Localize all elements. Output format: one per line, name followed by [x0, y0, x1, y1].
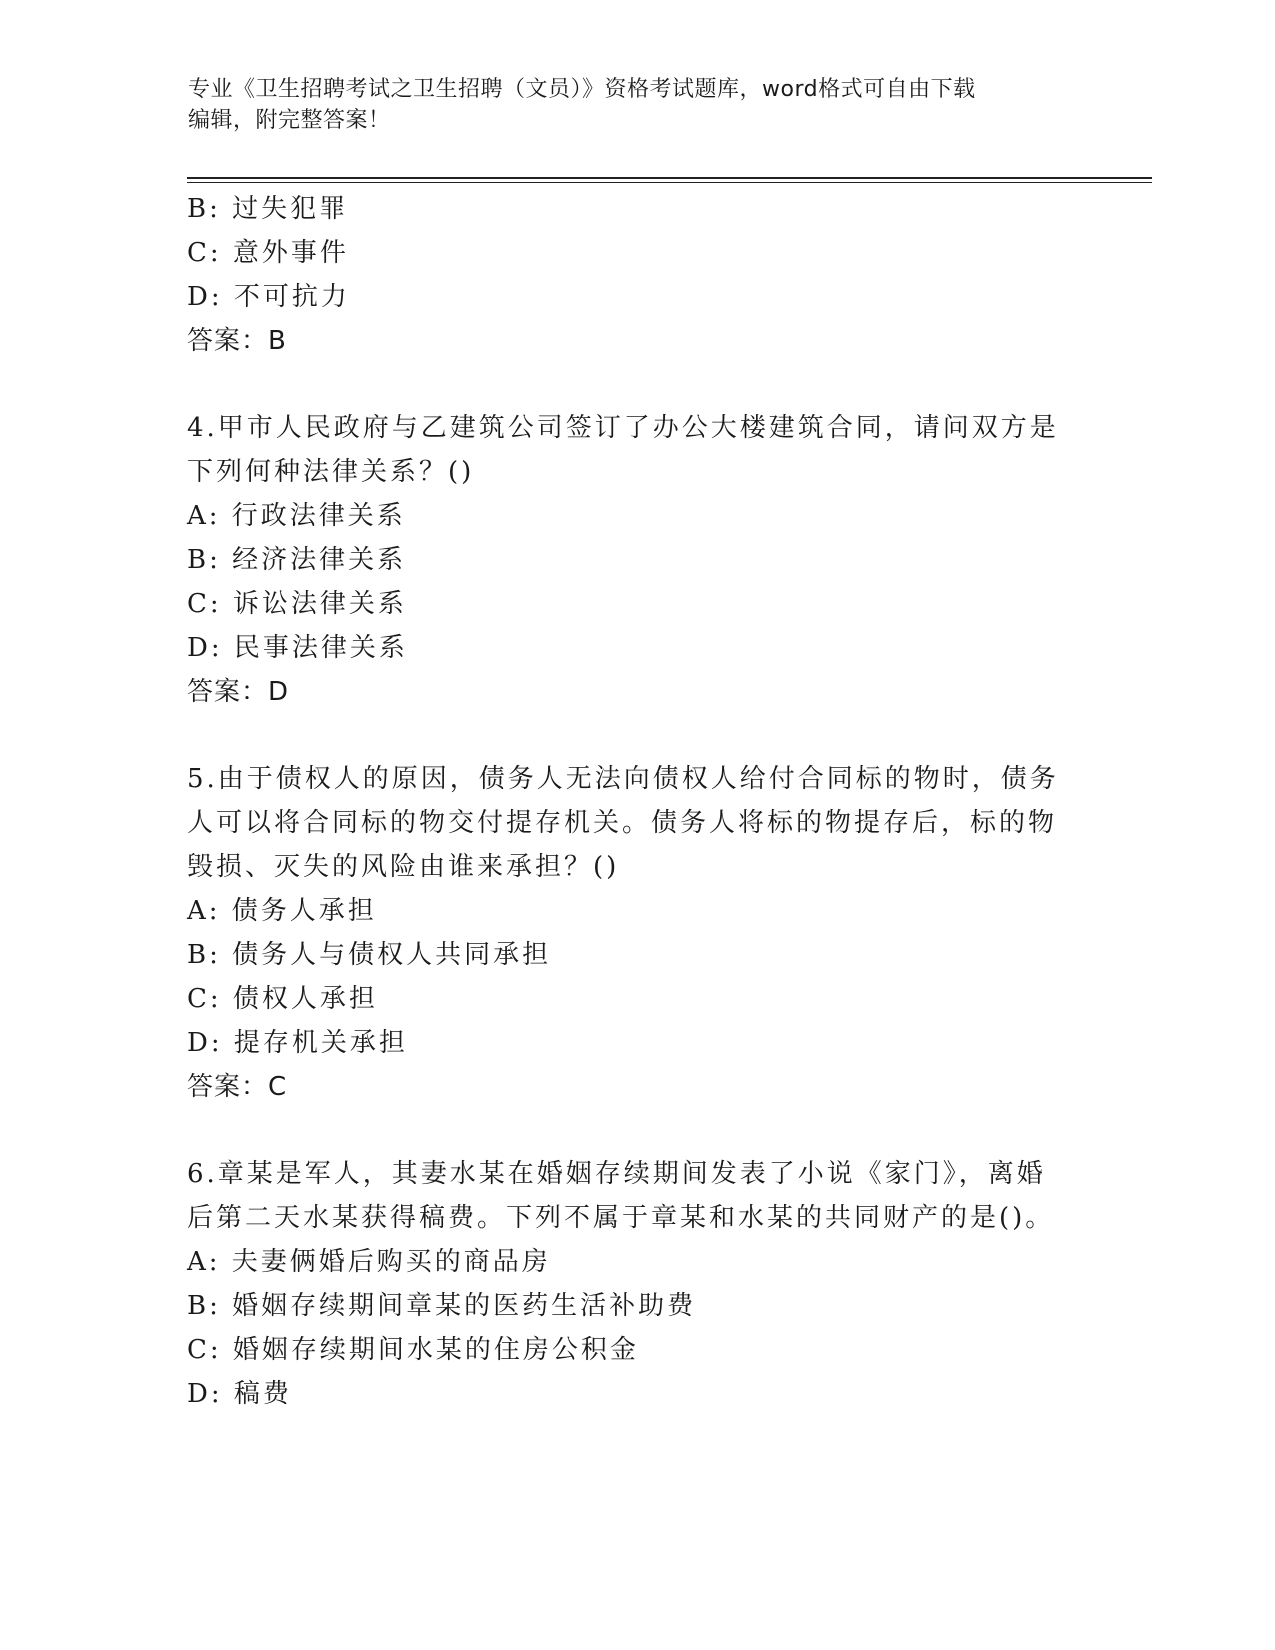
q4-option-b: B: 经济法律关系	[187, 545, 407, 575]
q5-option-a: A: 债务人承担	[187, 896, 377, 926]
q5-stem-line-2: 人可以将合同标的物交付提存机关。债务人将标的物提存后，标的物	[187, 808, 1058, 838]
q3-option-c: C: 意外事件	[187, 238, 349, 268]
header-divider-thick	[187, 177, 1152, 179]
q6-option-a: A: 夫妻俩婚后购买的商品房	[187, 1247, 551, 1277]
q4-stem-line-1: 4.甲市人民政府与乙建筑公司签订了办公大楼建筑合同，请问双方是	[187, 413, 1059, 443]
q6-option-d: D: 稿费	[187, 1379, 292, 1409]
q6-stem-line-1: 6.章某是军人，其妻水某在婚姻存续期间发表了小说《家门》，离婚	[187, 1159, 1046, 1189]
q5-stem-line-3: 毁损、灭失的风险由谁来承担？()	[187, 852, 620, 882]
q4-option-d: D: 民事法律关系	[187, 633, 408, 663]
q4-option-a: A: 行政法律关系	[187, 501, 406, 531]
header-line-1: 专业《卫生招聘考试之卫生招聘（文员）》资格考试题库，word格式可自由下载	[188, 77, 976, 102]
q5-answer: 答案：C	[187, 1072, 288, 1102]
q5-stem-line-1: 5.由于债权人的原因，债务人无法向债权人给付合同标的物时，债务	[187, 764, 1059, 794]
header-text	[188, 74, 1088, 136]
q5-option-b: B: 债务人与债权人共同承担	[187, 940, 552, 970]
header-divider-thin	[187, 182, 1152, 183]
q6-stem-line-2: 后第二天水某获得稿费。下列不属于章某和水某的共同财产的是()。	[187, 1203, 1055, 1233]
q6-option-b: B: 婚姻存续期间章某的医药生活补助费	[187, 1291, 697, 1321]
q3-option-d: D: 不可抗力	[187, 282, 350, 312]
q3-option-b: B: 过失犯罪	[187, 194, 349, 224]
q4-option-c: C: 诉讼法律关系	[187, 589, 407, 619]
q6-option-c: C: 婚姻存续期间水某的住房公积金	[187, 1335, 639, 1365]
q5-option-d: D: 提存机关承担	[187, 1028, 408, 1058]
q3-answer: 答案：B	[187, 326, 287, 356]
q4-answer: 答案：D	[187, 677, 290, 707]
header-line-2: 编辑，附完整答案！	[188, 108, 391, 133]
q5-option-c: C: 债权人承担	[187, 984, 378, 1014]
q4-stem-line-2: 下列何种法律关系？()	[187, 457, 475, 487]
